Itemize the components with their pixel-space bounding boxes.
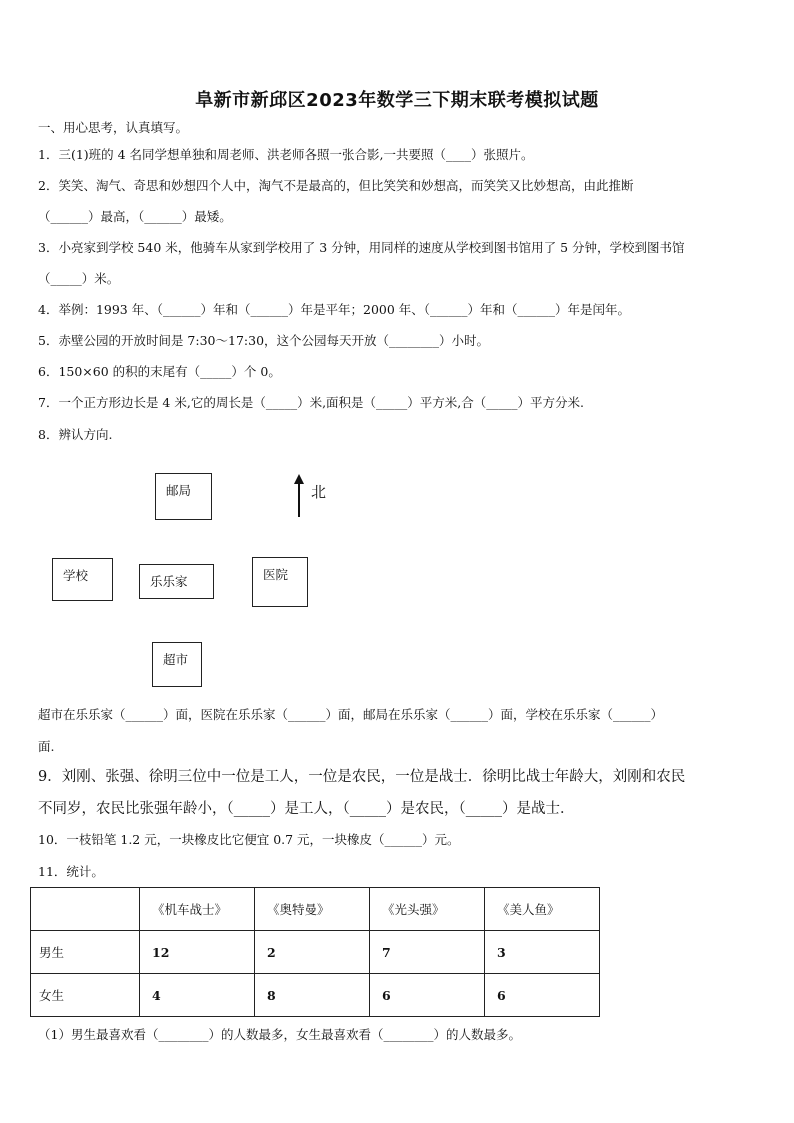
table-header-cell: 《光头强》 xyxy=(370,888,485,931)
page-title: 阜新市新邱区2023年数学三下期末联考模拟试题 xyxy=(195,90,599,111)
question-10: 10．一枝铅笔 1.2 元，一块橡皮比它便宜 0.7 元，一块橡皮（______）元。 xyxy=(38,832,460,847)
post-office-box xyxy=(155,473,212,520)
question-4: 4．举例：1993 年、（______）年和（______）年是平年；2000 年、（______）年和（______）年是闰年。 xyxy=(38,302,631,317)
question-2-line-2: （______）最高，（______）最矮。 xyxy=(38,209,232,224)
statistics-table xyxy=(30,887,600,1017)
lele-home-box xyxy=(139,564,214,599)
question-1: 1．三(1)班的 4 名同学想单独和周老师、洪老师各照一张合影,一共要照（____）张照片。 xyxy=(38,147,534,162)
table-cell: 6 xyxy=(370,974,485,1017)
school-label: 学校 xyxy=(63,568,89,583)
table-cell: 12 xyxy=(140,931,255,974)
table-header-row xyxy=(31,888,600,931)
hospital-box xyxy=(252,557,308,607)
row-label: 女生 xyxy=(31,974,140,1017)
hospital-label: 医院 xyxy=(263,567,289,582)
table-row xyxy=(31,974,600,1017)
school-box xyxy=(52,558,113,601)
table-header-cell: 《机车战士》 xyxy=(140,888,255,931)
supermarket-label: 超市 xyxy=(163,652,189,667)
question-3-line-1: 3．小亮家到学校 540 米，他骑车从家到学校用了 3 分钟，用同样的速度从学校到图书馆用了 5 分钟，学校到图书馆 xyxy=(38,240,685,255)
question-8-answer-line-2: 面. xyxy=(38,739,55,754)
section-heading: 一、用心思考，认真填写。 xyxy=(38,120,189,135)
question-8: 8．辨认方向. xyxy=(38,427,113,442)
question-3-line-2: （_____）米。 xyxy=(38,271,120,286)
question-11: 11．统计。 xyxy=(38,864,104,879)
north-arrow-shaft xyxy=(298,482,300,517)
question-6: 6．150×60 的积的末尾有（_____）个 0。 xyxy=(38,364,281,379)
table-header-cell: 《奥特曼》 xyxy=(255,888,370,931)
table-header-cell: 《美人鱼》 xyxy=(485,888,600,931)
table-cell: 4 xyxy=(140,974,255,1017)
table-cell: 8 xyxy=(255,974,370,1017)
question-7: 7．一个正方形边长是 4 米,它的周长是（_____）米,面积是（_____）平方米,合（_____）平方分米. xyxy=(38,395,584,410)
supermarket-box xyxy=(152,642,202,687)
table-header-cell xyxy=(31,888,140,931)
lele-home-label: 乐乐家 xyxy=(150,574,188,589)
table-cell: 6 xyxy=(485,974,600,1017)
question-9-line-1: 9．刘刚、张强、徐明三位中一位是工人，一位是农民，一位是战士．徐明比战士年龄大，刘刚和农民 xyxy=(38,769,686,785)
question-9-line-2: 不同岁，农民比张强年龄小，（_____）是工人，（_____）是农民，（_____）是战士． xyxy=(38,801,575,817)
row-label: 男生 xyxy=(31,931,140,974)
north-label: 北 xyxy=(311,483,327,501)
table-cell: 7 xyxy=(370,931,485,974)
question-8-answer-line-1: 超市在乐乐家（______）面，医院在乐乐家（______）面，邮局在乐乐家（______）面，学校在乐乐家（______） xyxy=(38,707,664,722)
question-2-line-1: 2．笑笑、淘气、奇思和妙想四个人中，淘气不是最高的，但比笑笑和妙想高，而笑笑又比妙想高，由此推断 xyxy=(38,178,634,193)
question-11-sub-1: （1）男生最喜欢看（________）的人数最多，女生最喜欢看（________）的人数最多。 xyxy=(38,1027,521,1042)
table-cell: 2 xyxy=(255,931,370,974)
table-row xyxy=(31,931,600,974)
question-5: 5．赤壁公园的开放时间是 7:30～17:30，这个公园每天开放（________）小时。 xyxy=(38,333,490,348)
post-office-label: 邮局 xyxy=(166,483,192,498)
table-cell: 3 xyxy=(485,931,600,974)
